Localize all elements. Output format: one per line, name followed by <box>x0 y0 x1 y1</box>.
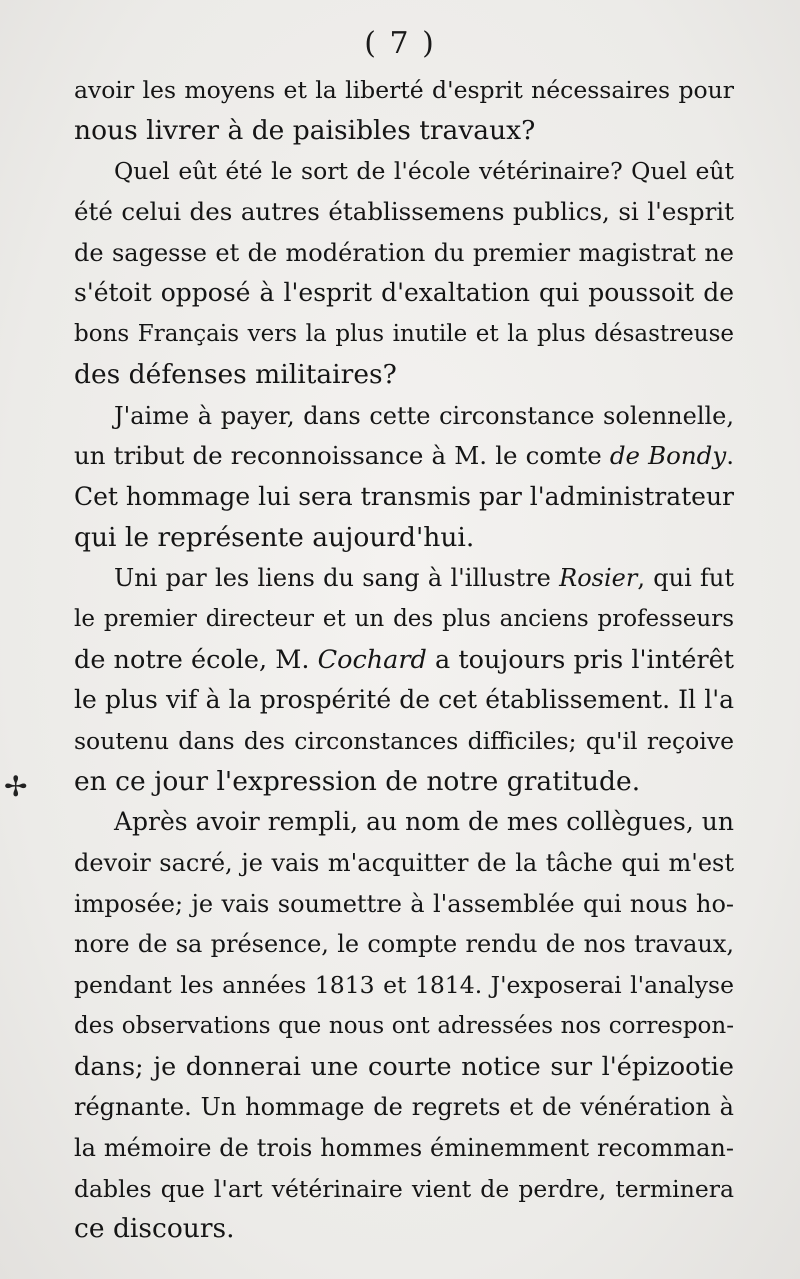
text-line: des observations que nous ont adressées nos correspon- <box>74 1012 734 1039</box>
text-line: soutenu dans des circonstances difficiles; qu'il reçoive <box>74 727 734 755</box>
text-line: qui le représente aujourd'hui. <box>74 521 475 553</box>
text-line: imposée; je vais soumettre à l'assemblée qui nous ho- <box>74 889 734 918</box>
margin-mark-icon: ✢ <box>4 770 28 803</box>
text-line: été celui des autres établissemens publics, si l'esprit <box>74 197 734 227</box>
text-line: J'aime à payer, dans cette circonstance solennelle, <box>114 401 734 430</box>
text-line: en ce jour l'expression de notre gratitude. <box>74 765 641 797</box>
text-line: nore de sa présence, le compte rendu de nos travaux, <box>74 930 734 959</box>
text-line: pendant les années 1813 et 1814. J'exposerai l'analyse <box>74 971 734 1000</box>
text-line: de notre école, M. Cochard a toujours pris l'intérêt <box>74 644 734 675</box>
text-line: régnante. Un hommage de regrets et de vénération à <box>74 1093 734 1122</box>
text-line: devoir sacré, je vais m'acquitter de la tâche qui m'est <box>74 849 734 878</box>
text-line: le plus vif à la prospérité de cet établissement. Il l'a <box>74 685 734 715</box>
text-line: nous livrer à de paisibles travaux? <box>74 114 536 146</box>
text-line: s'étoit opposé à l'esprit d'exaltation qui poussoit de <box>74 278 734 308</box>
page-number: ( 7 ) <box>364 26 436 61</box>
text-line: des défenses militaires? <box>74 358 397 390</box>
text-line: bons Français vers la plus inutile et la plus désastreuse <box>74 321 734 348</box>
text-line: dables que l'art vétérinaire vient de perdre, terminera <box>74 1174 734 1203</box>
text-line: la mémoire de trois hommes éminemment recomman- <box>74 1133 734 1162</box>
text-line: un tribut de reconnoissance à M. le comte de Bondy. <box>74 441 735 471</box>
text-line: Uni par les liens du sang à l'illustre Rosier, qui fut <box>114 564 734 593</box>
text-line: dans; je donnerai une courte notice sur l'épizootie <box>74 1051 734 1082</box>
body-text <box>74 70 734 1250</box>
text-line: Après avoir rempli, au nom de mes collègues, un <box>114 807 734 837</box>
text-line: Cet hommage lui sera transmis par l'administrateur <box>74 481 734 511</box>
text-line: le premier directeur et un des plus anciens professeurs <box>74 605 734 632</box>
text-line: avoir les moyens et la liberté d'esprit nécessaires pour <box>74 76 734 104</box>
text-line: Quel eût été le sort de l'école vétérinaire? Quel eût <box>114 157 734 186</box>
text-line: de sagesse et de modération du premier magistrat ne <box>74 238 734 267</box>
text-line: ce discours. <box>74 1213 235 1245</box>
